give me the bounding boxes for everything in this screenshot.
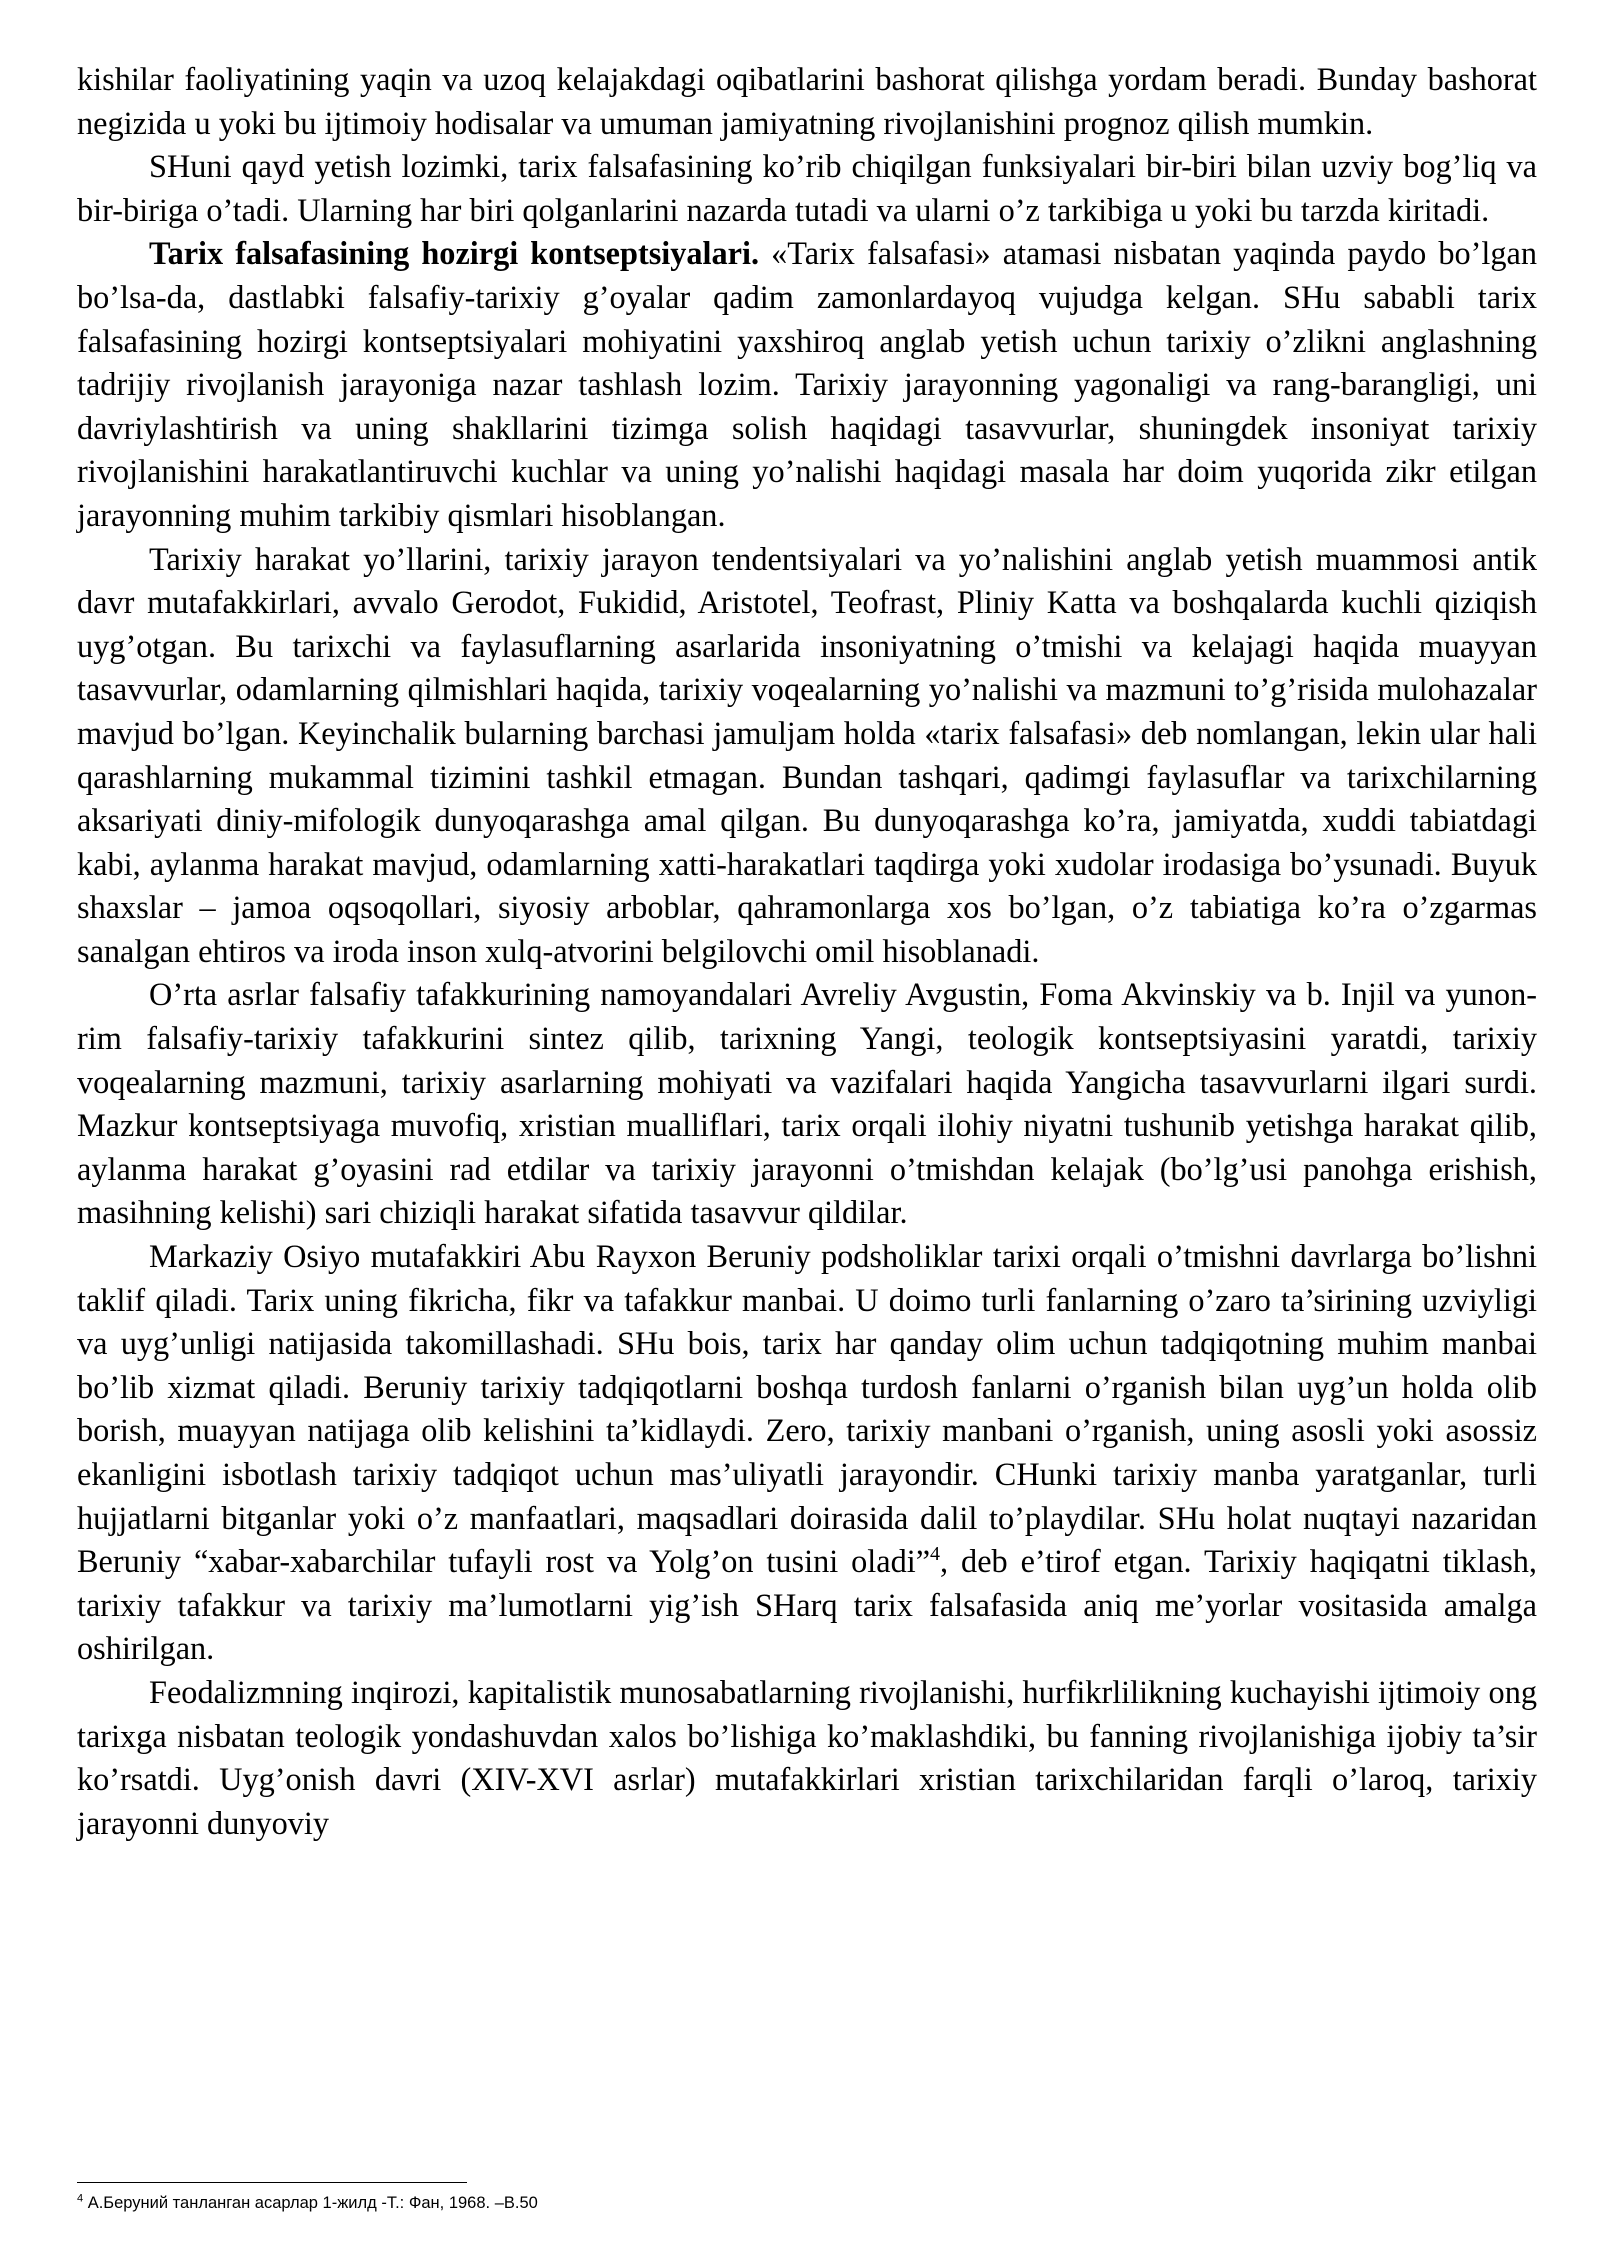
paragraph-3 (77, 232, 1537, 537)
paragraph-3-text: «Tarix falsafasi» atamasi nisbatan yaqinda paydo bo’lgan bo’lsa-da, dastlabki falsafiy-tarixiy g’oyalar qadim zamonlardayoq vujudga kelgan. SHu sababli tarix falsafasining hozirgi kontseptsiyalari mohiyatini yaxshiroq anglab yetish uchun tarixiy o’zlikni anglashning tadrijiy rivojlanish jarayoniga nazar tashlash lozim. Tarixiy jarayonning yagonaligi va rang-barangligi, uni davriylashtirish va uning shakllarini tizimga solish haqidagi tasavvurlar, shuningdek insoniyat tarixiy rivojlanishini harakatlantiruvchi kuchlar va uning yo’nalishi haqidagi masala har doim yuqorida zikr etilgan jarayonning muhim tarkibiy qismlari hisoblangan. (77, 235, 1537, 533)
paragraph-7 (77, 1671, 1537, 1845)
paragraph-4 (77, 538, 1537, 974)
paragraph-6-text-after: , deb e’tirof etgan. Tarixiy haqiqatni tiklash, tarixiy tafakkur va tarixiy ma’lumotlarni yig’ish SHarq tarix falsafasida aniq me’yorlar vositasida amalga oshirilgan. (77, 1543, 1537, 1667)
paragraph-4-text: Tarixiy harakat yo’llarini, tarixiy jarayon tendentsiyalari va yo’nalishini anglab yetish muammosi antik davr mutafakkirlari, avvalo Gerodot, Fukidid, Aristotel, Teofrast, Pliniy Katta va boshqalarda kuchli qiziqish uyg’otgan. Bu tarixchi va faylasuflarning asarlarida insoniyatning o’tmishi va kelajagi haqida muayyan tasavvurlar, odamlarning qilmishlari haqida, tarixiy voqealarning yo’nalishi va mazmuni to’g’risida mulohazalar mavjud bo’lgan. Keyinchalik bularning barchasi jamuljam holda «tarix falsafasi» deb nomlangan, lekin ular hali qarashlarning mukammal tizimini tashkil etmagan. Bundan tashqari, qadimgi faylasuflar va tarixchilarning aksariyati diniy-mifologik dunyoqarashga amal qilgan. Bu dunyoqarashga ko’ra, jamiyatda, xuddi tabiatdagi kabi, aylanma harakat mavjud, odamlarning xatti-harakatlari taqdirga yoki xudolar irodasiga bo’ysunadi. Buyuk shaxslar – jamoa oqsoqollari, siyosiy arboblar, qahramonlarga xos bo’lgan, o’z tabiatiga ko’ra o’zgarmas sanalgan ehtiros va iroda inson xulq-atvorini belgilovchi omil hisoblanadi. (77, 540, 1537, 969)
paragraph-2 (77, 145, 1537, 232)
paragraph-6-text: Markaziy Osiyo mutafakkiri Abu Rayxon Beruniy podsholiklar tarixi orqali o’tmishni davrlarga bo’lishni taklif qiladi. Tarix uning fikricha, fikr va tafakkur manbai. U doimo turli fanlarning o’zaro ta’sirining uzviyligi va uyg’unligi natijasida takomillashadi. SHu bois, tarix har qanday olim uchun tadqiqotning muhim manbai bo’lib xizmat qiladi. Beruniy tarixiy tadqiqotlarni boshqa turdosh fanlarni o’rganish bilan uyg’un holda olib borish, muayyan natijaga olib kelishini ta’kidlaydi. Zero, tarixiy manbani o’rganish, uning asosli yoki asossiz ekanligini isbotlash tarixiy tadqiqot uchun mas’uliyatli jarayondir. CHunki tarixiy manba yaratganlar, turli hujjatlarni bitganlar yoki o’z manfaatlari, maqsadlari doirasida dalil to’playdilar. SHu holat nuqtayi nazaridan Beruniy “xabar-xabarchilar tufayli rost va Yolg’on tusini oladi” (77, 1238, 1537, 1580)
paragraph-7-text: Feodalizmning inqirozi, kapitalistik munosabatlarning rivojlanishi, hurfikrlilikning kuchayishi ijtimoiy ong tarixga nisbatan teologik yondashuvdan xalos bo’lishiga ko’maklashdiki, bu fanning rivojlanishiga ijobiy ta’sir ko’rsatdi. Uyg’onish davri (XIV-XVI asrlar) mutafakkirlari xristian tarixchilaridan farqli o’laroq, tarixiy jarayonni dunyoviy (77, 1673, 1537, 1841)
paragraph-6 (77, 1235, 1537, 1671)
paragraph-1 (77, 58, 1537, 145)
footnote-mark: 4 (77, 2192, 84, 2205)
footnote-reference[interactable]: 4 (930, 1543, 941, 1566)
paragraph-5 (77, 973, 1537, 1235)
paragraph-2-text: SHuni qayd yetish lozimki, tarix falsafasining ko’rib chiqilgan funksiyalari bir-biri bilan uzviy bog’liq va bir-biriga o’tadi. Ularning har biri qolganlarini nazarda tutadi va ularni o’z tarkibiga u yoki bu tarzda kiritadi. (77, 148, 1537, 228)
footnote-text: А.Беруний танланган асарлар 1-жилд -Т.: Фан, 1968. –B.50 (83, 2194, 538, 2212)
section-heading: Tarix falsafasining hozirgi kontseptsiyalari. (149, 235, 760, 272)
paragraph-5-text: O’rta asrlar falsafiy tafakkurining namoyandalari Avreliy Avgustin, Foma Akvinskiy va b. Injil va yunon-rim falsafiy-tarixiy tafakkurini sintez qilib, tarixning Yangi, teologik kontseptsiyasini yaratdi, tarixiy voqealarning mazmuni, tarixiy asarlarning mohiyati va vazifalari haqida Yangicha tasavvurlarni ilgari surdi. Mazkur kontseptsiyaga muvofiq, xristian mualliflari, tarix orqali ilohiy niyatni tushunib yetishga harakat qilib, aylanma harakat g’oyasini rad etdilar va tarixiy jarayonni o’tmishdan kelajak (bo’lg’usi panohga erishish, masihning kelishi) sari chiziqli harakat sifatida tasavvur qildilar. (77, 976, 1537, 1231)
footnote-divider (77, 2182, 467, 2183)
paragraph-1-text: kishilar faoliyatining yaqin va uzoq kelajakdagi oqibatlarini bashorat qilishga yordam beradi. Bunday bashorat negizida u yoki bu ijtimoiy hodisalar va umuman jamiyatning rivojlanishini prognoz qilish mumkin. (77, 61, 1537, 141)
footnote (77, 2192, 538, 2214)
page-body (77, 58, 1537, 1845)
